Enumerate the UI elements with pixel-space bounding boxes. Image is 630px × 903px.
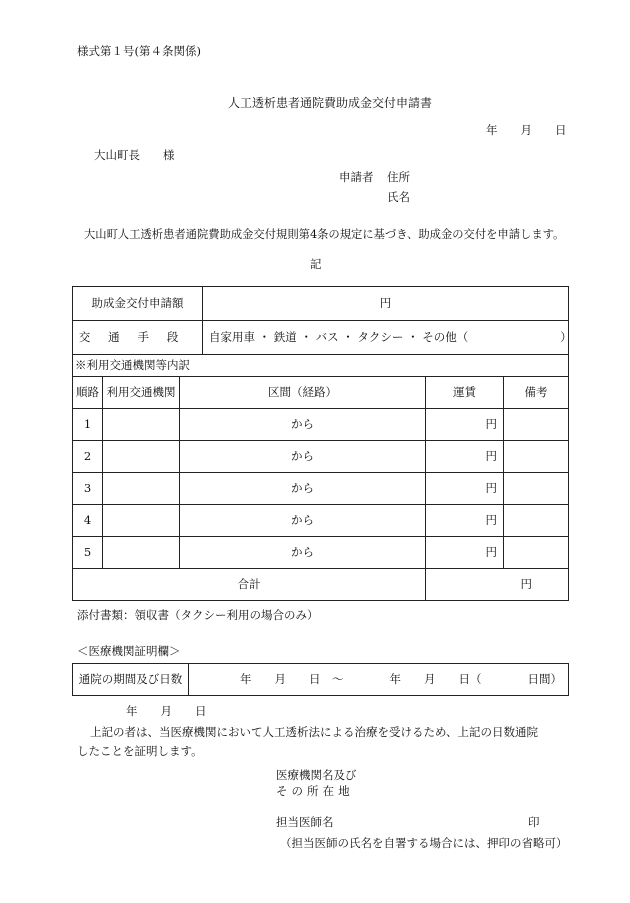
transport-options[interactable]: 自家用車 ・ 鉄道 ・ バス ・ タクシー ・ その他（ ） <box>203 321 569 355</box>
section-cell[interactable]: から <box>180 409 426 441</box>
document-title: 人工透析患者通院費助成金交付申請書 <box>228 96 433 110</box>
row-number: 5 <box>73 537 103 569</box>
row-number: 4 <box>73 505 103 537</box>
row-number: 3 <box>73 473 103 505</box>
remarks-cell[interactable] <box>504 505 569 537</box>
institution-label-line2: その所在地 <box>276 784 354 798</box>
section-cell[interactable]: から <box>180 473 426 505</box>
period-label: 通院の期間及び日数 <box>73 664 189 696</box>
seal-mark: 印 <box>528 815 540 829</box>
fare-cell[interactable]: 円 <box>426 505 504 537</box>
certification-text-line1: 上記の者は、当医療機関において人工透析法による治療を受けるため、上記の日数通院 <box>90 725 539 739</box>
doctor-name-label: 担当医師名 <box>276 815 334 829</box>
section-cell[interactable]: から <box>180 505 426 537</box>
transport-cell[interactable] <box>103 409 180 441</box>
transport-label: 交通手段 <box>73 321 203 355</box>
application-statement: 大山町人工透析患者通院費助成金交付規則第4条の規定に基づき、助成金の交付を申請します。 <box>84 228 565 241</box>
amount-row <box>73 287 569 321</box>
section-cell[interactable]: から <box>180 537 426 569</box>
row-number: 2 <box>73 441 103 473</box>
attachment-note: 添付書類：領収書（タクシー利用の場合のみ） <box>77 608 319 622</box>
amount-field[interactable] <box>203 287 569 321</box>
institution-label-line1: 医療機関名及び <box>276 768 357 782</box>
applicant-label: 申請者 <box>339 170 374 184</box>
section-cell[interactable]: から <box>180 441 426 473</box>
transport-cell[interactable] <box>103 505 180 537</box>
breakdown-row <box>73 355 569 377</box>
medical-period-table <box>72 663 569 696</box>
table-row <box>73 409 569 441</box>
remarks-cell[interactable] <box>504 441 569 473</box>
fare-cell[interactable]: 円 <box>426 441 504 473</box>
column-header-transport: 利用交通機関 <box>103 377 180 409</box>
remarks-cell[interactable] <box>504 473 569 505</box>
period-field[interactable]: 年 月 日 ～ 年 月 日（ 日間） <box>189 664 569 696</box>
total-label: 合計 <box>73 569 426 601</box>
certification-text-line2: したことを証明します。 <box>77 744 203 758</box>
column-header-fare: 運賃 <box>426 377 504 409</box>
remarks-cell[interactable] <box>504 409 569 441</box>
total-row <box>73 569 569 601</box>
table-row <box>73 537 569 569</box>
transport-cell[interactable] <box>103 537 180 569</box>
table-row <box>73 505 569 537</box>
fare-cell[interactable]: 円 <box>426 537 504 569</box>
table-row <box>73 473 569 505</box>
column-header-section: 区間（経路） <box>180 377 426 409</box>
transport-cell[interactable] <box>103 473 180 505</box>
row-number: 1 <box>73 409 103 441</box>
table-row <box>73 441 569 473</box>
fare-cell[interactable]: 円 <box>426 473 504 505</box>
amount-label: 助成金交付申請額 <box>73 287 203 321</box>
column-header-remarks: 備考 <box>504 377 569 409</box>
table-header-row <box>73 377 569 409</box>
ki-heading: 記 <box>310 257 322 271</box>
transport-row <box>73 321 569 355</box>
addressee: 大山町長 様 <box>94 148 175 162</box>
submission-date: 年 月 日 <box>486 123 567 137</box>
amount-unit: 円 <box>379 295 392 310</box>
fare-cell[interactable]: 円 <box>426 409 504 441</box>
seal-omission-note: （担当医師の氏名を自署する場合には、押印の省略可） <box>280 836 568 850</box>
remarks-cell[interactable] <box>504 537 569 569</box>
applicant-address-label: 住所 <box>387 170 410 184</box>
column-header-order: 順路 <box>73 377 103 409</box>
transport-cell[interactable] <box>103 441 180 473</box>
form-number: 様式第１号(第４条関係) <box>77 44 201 58</box>
total-fare-cell[interactable]: 円 <box>426 569 569 601</box>
applicant-name-label: 氏名 <box>387 190 410 204</box>
breakdown-label: ※利用交通機関等内訳 <box>73 355 569 377</box>
certification-date: 年 月 日 <box>126 704 207 718</box>
application-form-table <box>72 286 572 601</box>
medical-section-title: ＜医療機関証明欄＞ <box>77 644 181 658</box>
